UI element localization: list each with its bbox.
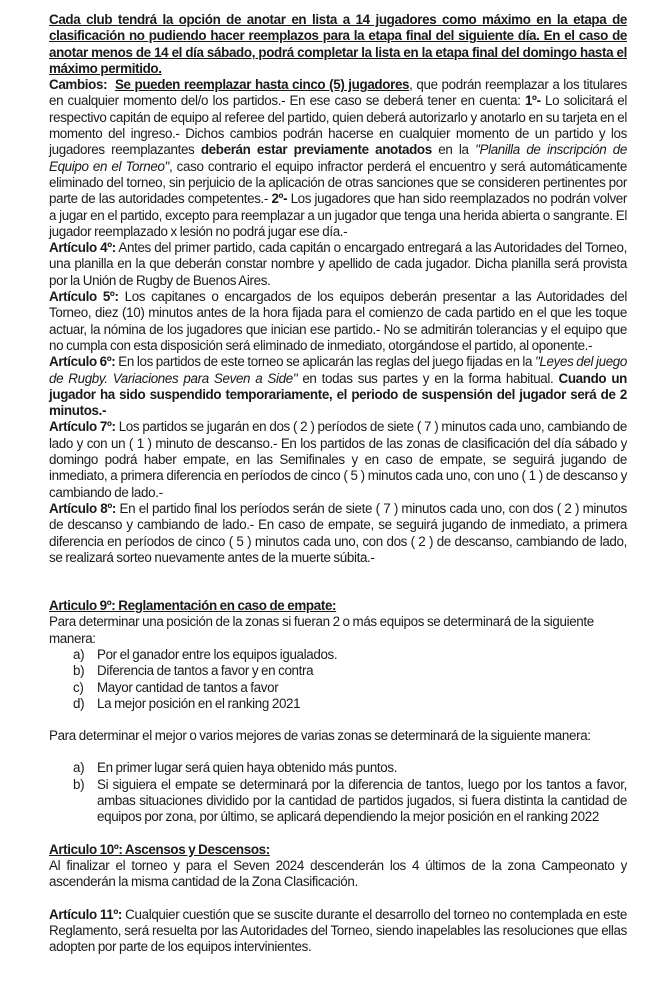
list-item [49, 777, 627, 826]
list-item-text: Si siguiera el empate se determinará por la diferencia de tantos, luego por los tantos a favor, ambas situaciones dividido por la cantidad de partidos jugados, si fuera distinta la cantidad de equipos por zona, por último, se aplicará dependiendo la mejor posición en el ranking 2022 [97, 776, 627, 825]
spacer [49, 712, 627, 728]
list-marker: b) [73, 776, 85, 792]
article-8 [49, 501, 627, 566]
list-item [49, 680, 627, 696]
cambios-bold-phrase: deberán estar previamente anotados [200, 142, 432, 158]
article-9-heading [49, 598, 627, 614]
intro-paragraph [49, 12, 627, 77]
article-5-text: Los capitanes o encargados de los equipos deberán presentar a las Autoridades del Torneo, diez (10) minutos antes de la hora fijada para el comienzo de cada partido en el que les toque actuar, la nómina de los jugadores que inician ese partido.- No se admitirán tolerancias y el equipo que no cumpla con esta disposición será eliminado de inmediato, otorgándose el partido, al oponente.- [49, 289, 628, 353]
article-6-label: Artículo 6º: [49, 354, 116, 370]
spacer [49, 566, 627, 598]
article-6-italic: "Leyes del juego de Rugby. Variaciones para Seven a Side" [49, 354, 627, 386]
list-marker: b) [73, 663, 85, 679]
cambios-lead: Se pueden reemplazar hasta cinco (5) jugadores [114, 77, 410, 93]
cambios-text-3: en la [431, 142, 476, 158]
article-11-text: Cualquier cuestión que se suscite durante el desarrollo del torneo no contemplada en este Reglamento, será resuelta por las Autoridades del Torneo, siendo inapelables las resoluciones que ellas adopten por parte de los equipos intervinientes. [49, 906, 628, 955]
cambios-point-1: 1º- [524, 93, 541, 109]
spacer [49, 744, 627, 760]
article-11-label: Artículo 11º: [49, 906, 123, 922]
article-9-intro-1: Para determinar una posición de la zonas si fueran 2 o más equipos se determinará de la siguiente manera: [49, 614, 594, 646]
article-8-label: Artículo 8º: [49, 500, 117, 516]
cambios-text-2: Lo solicitará el respectivo capitán de equipo al referee del partido, quien deberá autorizarlo y anotarlo en su tarjeta en el momento del ingreso.- Dichos cambios podrán hacerse en cualquier momento de un partido y los jugadores reemplazantes [49, 93, 627, 158]
cambios-point-2: 2º- [271, 191, 288, 207]
list-item [49, 647, 627, 663]
list-item [49, 663, 627, 679]
cambios-text-5: Los jugadores que han sido reemplazados no podrán volver a jugar en el partido, excepto para reemplazar a un jugador que tenga una herida abierta o sangrante. El jugador reemplazado x lesión no podrá jugar ese día.- [49, 191, 627, 239]
article-4-text: Antes del primer partido, cada capitán o encargado entregará a las Autoridades del Torneo, una planilla en la que deberán constar nombre y apellido de cada jugador. Dicha planilla será provista por la Unión de Rugby de Buenos Aires. [49, 240, 627, 288]
list-marker: a) [73, 760, 85, 776]
article-9-intro-2: Para determinar el mejor o varios mejores de varias zonas se determinará de la siguiente manera: [49, 728, 591, 744]
list-marker: a) [73, 646, 85, 662]
article-4-label: Artículo 4º: [49, 240, 116, 256]
article-10-heading-text: Articulo 10º: Ascensos y Descensos: [49, 841, 270, 857]
document-body [49, 12, 627, 955]
spacer [49, 826, 627, 842]
list-item-text: Por el ganador entre los equipos igualados. [97, 646, 338, 662]
article-5 [49, 289, 627, 354]
list-marker: d) [73, 695, 85, 711]
article-6-text-2: en todas sus partes y en la forma habitual. [297, 370, 559, 386]
intro-underlined-text: Cada club tendrá la opción de anotar en lista a 14 jugadores como máximo en la etapa de clasificación no pudiendo hacer reemplazos para la etapa final del siguiente día. En el caso de anotar menos de 14 el día sábado, podrá completar la lista en la etapa final del domingo hasta el máximo permitido. [49, 12, 627, 76]
article-6-bold: Cuando un jugador ha sido suspendido temporariamente, el periodo de suspensión del jugador será de 2 minutos.- [49, 370, 627, 419]
list-item-text: En primer lugar será quien haya obtenido más puntos. [97, 760, 398, 776]
list-marker: c) [73, 679, 84, 695]
article-9-heading-text: Articulo 9º: Reglamentación en caso de empate: [49, 598, 337, 614]
cambios-text-1: , que podrán reemplazar a los titulares en cualquier momento del/o los partidos.- En ese caso se deberá tener en cuenta: [49, 77, 627, 109]
article-7-label: Artículo 7º: [49, 419, 116, 435]
article-10-heading [49, 842, 627, 858]
article-9-list-1 [49, 647, 627, 712]
cambios-paragraph [49, 77, 627, 240]
cambios-text-4: , caso contrario el equipo infractor perderá el encuentro y será automáticamente eliminado del torneo, sin perjuicio de la aplicación de otras sanciones que se consideren pertinentes por parte de las autoridades competentes.- [49, 158, 627, 207]
list-item-text: Diferencia de tantos a favor y en contra [97, 663, 314, 679]
article-6-text-1: En los partidos de este torneo se aplicarán las reglas del juego fijadas en la [115, 354, 536, 370]
spacer [49, 891, 627, 907]
article-8-text: En el partido final los períodos serán de siete ( 7 ) minutos cada uno, con dos ( 2 ) minutos de descanso y cambiando de lado.- En caso de empate, se seguirá jugando de inmediato, a primera diferencia en períodos de cinco ( 5 ) minutos cada uno, con dos ( 2 ) de descanso, cambiando de lado, se realizará sorteo nuevamente antes de la muerte súbita.- [49, 500, 628, 565]
article-9-list-2 [49, 760, 627, 825]
article-6 [49, 354, 627, 419]
cambios-label: Cambios: [49, 77, 108, 93]
cambios-italic-phrase: "Planilla de inscripción de Equipo en el Torneo" [49, 142, 628, 174]
article-7-text: Los partidos se jugarán en dos ( 2 ) períodos de siete ( 7 ) minutos cada uno, cambiando de lado y con un ( 1 ) minuto de descanso.- En los partidos de las zonas de clasificación del día sábado y domingo podrá haber empate, en las Semifinales y en caso de empate, se seguirá jugando de inmediato, a primera diferencia en períodos de cinco ( 5 ) minutos cada uno, con uno ( 1 ) de descanso y cambiando de lado.- [49, 419, 627, 500]
list-item [49, 696, 627, 712]
article-10-text: Al finalizar el torneo y para el Seven 2024 descenderán los 4 últimos de la zona Campeonato y ascenderán la misma cantidad de la Zona Clasificación. [49, 857, 627, 890]
list-item-text: Mayor cantidad de tantos a favor [97, 679, 279, 695]
list-item-text: La mejor posición en el ranking 2021 [97, 695, 301, 711]
article-11 [49, 907, 627, 956]
article-4 [49, 240, 627, 289]
article-5-label: Artículo 5º: [49, 289, 119, 305]
list-item [49, 760, 627, 776]
article-7 [49, 419, 627, 500]
